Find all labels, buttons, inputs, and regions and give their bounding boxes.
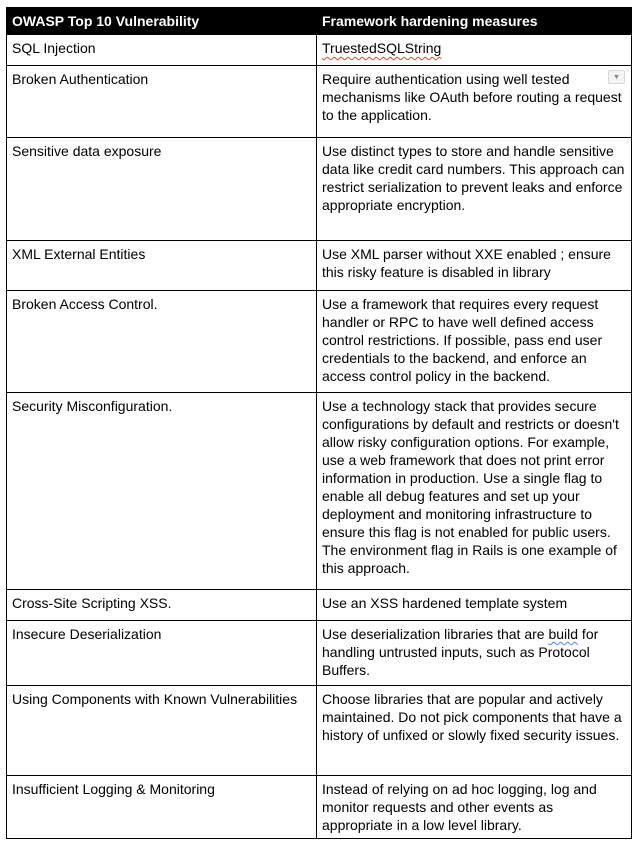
measure-cell[interactable] [317,621,632,686]
table-row [7,66,632,138]
measure-text: Choose libraries that are popular and actively maintained. Do not pick components that have a history of unfixed or slowly fixed security issues. [322,691,622,743]
measure-text: for handling untrusted inputs, such as Protocol Buffers. [322,626,599,678]
column-header-measures[interactable]: Framework hardening measures [317,8,632,35]
vulnerability-cell[interactable]: Broken Authentication [7,66,317,138]
vulnerability-cell[interactable]: Security Misconfiguration. [7,393,317,590]
measure-text: Instead of relying on ad hoc logging, log and monitor requests and other events as appropriate in a low level library. [322,781,597,833]
measure-cell[interactable] [317,776,632,839]
measure-text: Use distinct types to store and handle sensitive data like credit card numbers. This approach can restrict serialization to prevent leaks and enforce appropriate encryption. [322,143,625,213]
table-row [7,241,632,291]
measure-cell[interactable] [317,393,632,590]
vulnerability-cell[interactable]: Insufficient Logging & Monitoring [7,776,317,839]
measure-text: Use deserialization libraries that are [322,626,549,642]
measure-cell[interactable] [317,66,632,138]
table-row [7,291,632,393]
table-header [7,8,632,35]
table-row [7,590,632,621]
flagged-word[interactable]: TruestedSQLString [322,40,442,56]
table-row [7,621,632,686]
vulnerability-cell[interactable]: Broken Access Control. [7,291,317,393]
spellcheck-dropdown-button[interactable] [608,70,625,84]
table-row [7,393,632,590]
table-body [7,35,632,839]
vulnerability-cell[interactable]: XML External Entities [7,241,317,291]
chevron-down-icon: ▾ [614,71,619,81]
table-row [7,35,632,66]
measure-cell[interactable] [317,590,632,621]
measure-cell[interactable] [317,686,632,776]
measure-text: Require authentication using well tested mechanisms like OAuth before routing a request to the application. [322,71,622,123]
column-header-vulnerability[interactable]: OWASP Top 10 Vulnerability [7,8,317,35]
table-row [7,776,632,839]
vulnerability-cell[interactable]: Cross-Site Scripting XSS. [7,590,317,621]
measure-text: Use a technology stack that provides secure configurations by default and restricts or doesn't allow risky configuration options. For example, use a web framework that does not print error information in production. Use a single flag to enable all debug features and set up your deployment and monitoring infrastructure to ensure this flag is not enabled for public users. The environment flag in Rails is one example of this approach. [322,398,619,576]
vulnerability-cell[interactable]: Using Components with Known Vulnerabilities [7,686,317,776]
table-header-row [7,8,632,35]
measure-text: Use XML parser without XXE enabled ; ensure this risky feature is disabled in library [322,246,611,280]
vulnerability-cell[interactable]: Insecure Deserialization [7,621,317,686]
measure-cell[interactable] [317,241,632,291]
measure-cell[interactable] [317,138,632,241]
table-row [7,686,632,776]
flagged-word[interactable]: build [548,626,579,642]
vulnerability-cell[interactable]: Sensitive data exposure [7,138,317,241]
vulnerability-cell[interactable]: SQL Injection [7,35,317,66]
table-row [7,138,632,241]
measure-text: Use a framework that requires every request handler or RPC to have well defined access control restrictions. If possible, pass end user credentials to the backend, and enforce an access control policy in the backend. [322,296,603,384]
owasp-table [6,7,632,839]
measure-cell[interactable] [317,291,632,393]
measure-cell[interactable] [317,35,632,66]
measure-text: Use an XSS hardened template system [322,595,568,611]
